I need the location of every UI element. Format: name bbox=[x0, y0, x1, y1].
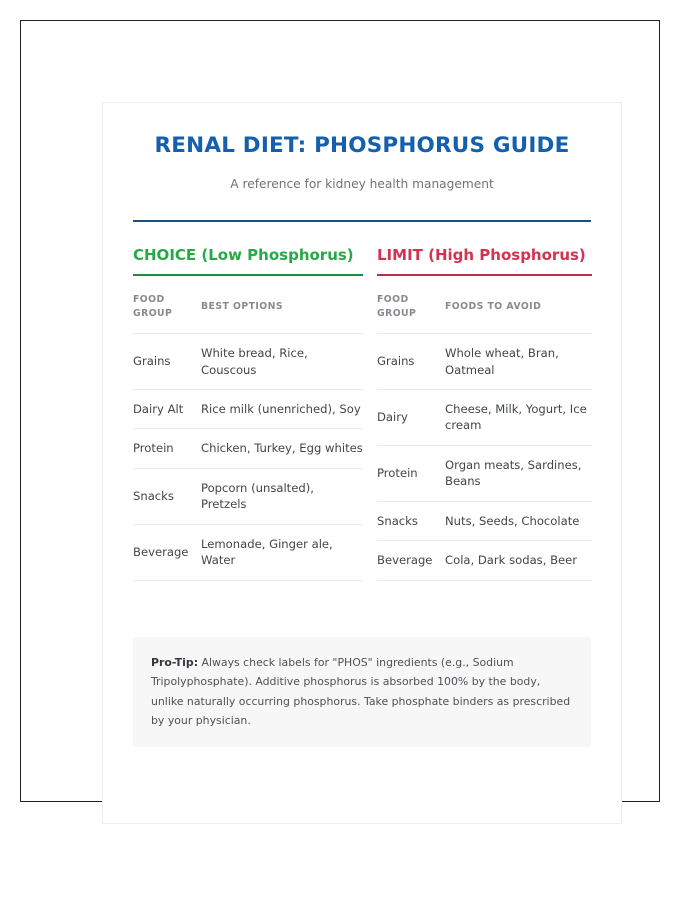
table-row bbox=[133, 390, 363, 429]
protip-text bbox=[151, 653, 573, 731]
cell-items: Rice milk (unenriched), Soy bbox=[201, 390, 363, 429]
document-card bbox=[102, 102, 622, 824]
column-limit bbox=[377, 243, 592, 581]
cell-food-group: Snacks bbox=[133, 468, 201, 524]
cell-items: Lemonade, Ginger ale, Water bbox=[201, 524, 363, 580]
table-body-choice bbox=[133, 334, 363, 581]
cell-food-group: Beverage bbox=[133, 524, 201, 580]
table-row bbox=[133, 468, 363, 524]
section-heading-choice: CHOICE (Low Phosphorus) bbox=[133, 245, 354, 264]
table-head-choice bbox=[133, 280, 363, 333]
cell-items: White bread, Rice, Couscous bbox=[201, 334, 363, 390]
cell-items: Chicken, Turkey, Egg whites bbox=[201, 429, 363, 468]
cell-food-group: Snacks bbox=[377, 501, 445, 540]
section-heading-limit: LIMIT (High Phosphorus) bbox=[377, 245, 586, 264]
column-header-foods-to-avoid: FOODS TO AVOID bbox=[445, 300, 542, 312]
table-row bbox=[377, 334, 592, 390]
document-header bbox=[133, 103, 591, 222]
page-title: RENAL DIET: PHOSPHORUS GUIDE bbox=[154, 133, 570, 158]
protip-box bbox=[133, 637, 591, 748]
section-divider-choice bbox=[133, 274, 363, 276]
table-row bbox=[377, 390, 592, 446]
cell-food-group: Protein bbox=[377, 445, 445, 501]
protip-label: Pro-Tip: bbox=[151, 655, 199, 669]
table-row bbox=[133, 429, 363, 468]
cell-food-group: Dairy Alt bbox=[133, 390, 201, 429]
table-row bbox=[133, 334, 363, 390]
cell-items: Nuts, Seeds, Chocolate bbox=[445, 501, 592, 540]
cell-food-group: Protein bbox=[133, 429, 201, 468]
table-header-row bbox=[377, 280, 592, 333]
protip-body: Always check labels for "PHOS" ingredients (e.g., Sodium Tripolyphosphate). Additive phosphorus is absorbed 100% by the body, unlike naturally occurring phosphorus. Take phosphate binders as prescribed by your physician. bbox=[151, 655, 571, 727]
card-inner bbox=[103, 103, 621, 747]
table-head-limit bbox=[377, 280, 592, 333]
table-choice bbox=[133, 280, 363, 581]
column-header-food-group: FOOD GROUP bbox=[377, 294, 417, 319]
page-frame bbox=[20, 20, 660, 802]
cell-items: Popcorn (unsalted), Pretzels bbox=[201, 468, 363, 524]
cell-food-group: Beverage bbox=[377, 541, 445, 580]
header-divider bbox=[133, 220, 591, 222]
table-row bbox=[377, 541, 592, 580]
table-row bbox=[377, 501, 592, 540]
table-header-row bbox=[133, 280, 363, 333]
cell-items: Organ meats, Sardines, Beans bbox=[445, 445, 592, 501]
column-choice bbox=[133, 243, 363, 581]
section-divider-limit bbox=[377, 274, 592, 276]
cell-food-group: Grains bbox=[377, 334, 445, 390]
table-body-limit bbox=[377, 334, 592, 581]
cell-items: Cola, Dark sodas, Beer bbox=[445, 541, 592, 580]
cell-food-group: Dairy bbox=[377, 390, 445, 446]
column-header-best-options: BEST OPTIONS bbox=[201, 300, 284, 312]
table-row bbox=[377, 445, 592, 501]
table-row bbox=[133, 524, 363, 580]
table-limit bbox=[377, 280, 592, 581]
cell-items: Cheese, Milk, Yogurt, Ice cream bbox=[445, 390, 592, 446]
page-subtitle: A reference for kidney health management bbox=[230, 176, 494, 191]
cell-food-group: Grains bbox=[133, 334, 201, 390]
columns-container bbox=[133, 243, 591, 581]
column-header-food-group: FOOD GROUP bbox=[133, 294, 173, 319]
cell-items: Whole wheat, Bran, Oatmeal bbox=[445, 334, 592, 390]
